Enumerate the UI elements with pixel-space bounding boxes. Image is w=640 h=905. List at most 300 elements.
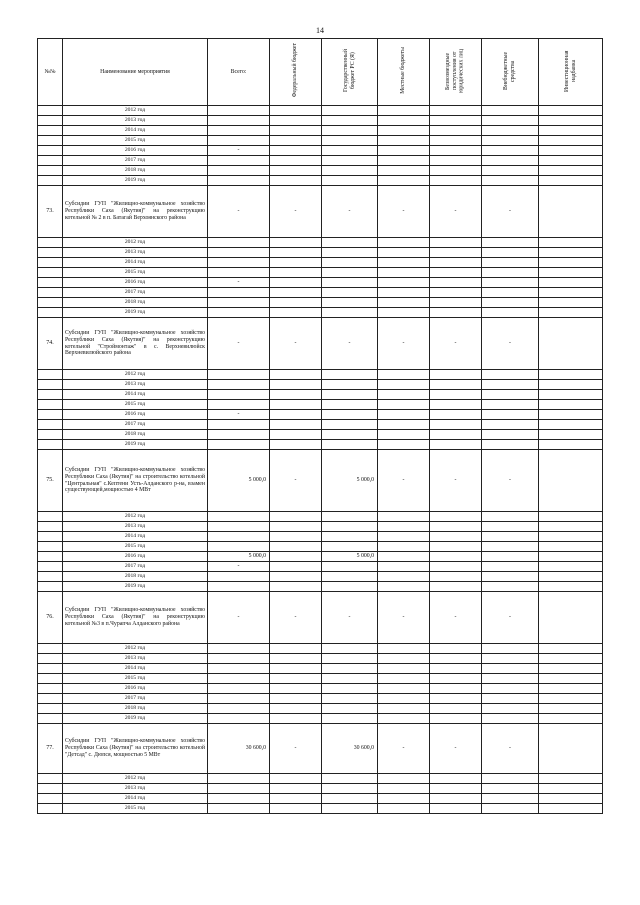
year-legal <box>430 804 482 814</box>
year-federal <box>270 166 322 176</box>
year-legal <box>430 156 482 166</box>
year-num-cell <box>38 410 63 420</box>
year-num-cell <box>38 654 63 664</box>
year-local <box>378 400 430 410</box>
year-total <box>208 106 270 116</box>
year-legal <box>430 582 482 592</box>
year-local <box>378 440 430 450</box>
year-federal <box>270 258 322 268</box>
year-num-cell <box>38 116 63 126</box>
year-extra <box>482 410 539 420</box>
year-num-cell <box>38 288 63 298</box>
year-total: - <box>208 146 270 156</box>
year-row <box>38 146 603 156</box>
year-state: 5 000,0 <box>322 552 378 562</box>
measure-extra: - <box>482 450 539 512</box>
year-federal <box>270 552 322 562</box>
year-extra <box>482 370 539 380</box>
measure-row <box>38 450 603 512</box>
year-extra <box>482 572 539 582</box>
year-num-cell <box>38 532 63 542</box>
year-num-cell <box>38 166 63 176</box>
year-local <box>378 774 430 784</box>
year-extra <box>482 794 539 804</box>
year-invest <box>539 430 603 440</box>
year-label: 2018 год <box>63 704 208 714</box>
measure-name: Субсидии ГУП "Жилищно-коммунальное хозяйство Республики Саха (Якутия)" на строительство котельной "Детсад" с. Дюпся, мощностью 5 МВт <box>63 724 208 774</box>
measure-number: 73. <box>38 186 63 238</box>
year-label: 2019 год <box>63 176 208 186</box>
year-legal <box>430 258 482 268</box>
year-label: 2018 год <box>63 572 208 582</box>
year-row <box>38 268 603 278</box>
year-label: 2019 год <box>63 714 208 724</box>
year-num-cell <box>38 400 63 410</box>
year-local <box>378 542 430 552</box>
year-federal <box>270 562 322 572</box>
year-legal <box>430 268 482 278</box>
year-federal <box>270 390 322 400</box>
year-federal <box>270 308 322 318</box>
year-state <box>322 572 378 582</box>
year-num-cell <box>38 268 63 278</box>
year-legal <box>430 532 482 542</box>
year-local <box>378 308 430 318</box>
year-num-cell <box>38 238 63 248</box>
year-local <box>378 390 430 400</box>
year-extra <box>482 238 539 248</box>
year-local <box>378 562 430 572</box>
year-state <box>322 238 378 248</box>
year-state <box>322 430 378 440</box>
measure-number: 74. <box>38 318 63 370</box>
year-state <box>322 684 378 694</box>
year-federal <box>270 410 322 420</box>
year-federal <box>270 532 322 542</box>
year-label: 2013 год <box>63 654 208 664</box>
year-legal <box>430 126 482 136</box>
year-invest <box>539 674 603 684</box>
year-label: 2018 год <box>63 298 208 308</box>
year-total <box>208 370 270 380</box>
header-invest-cell <box>539 39 603 106</box>
year-row <box>38 714 603 724</box>
year-invest <box>539 522 603 532</box>
year-label: 2012 год <box>63 238 208 248</box>
year-federal <box>270 106 322 116</box>
measure-local: - <box>378 186 430 238</box>
year-local <box>378 674 430 684</box>
year-legal <box>430 298 482 308</box>
measure-legal: - <box>430 592 482 644</box>
year-row <box>38 552 603 562</box>
year-extra <box>482 804 539 814</box>
year-label: 2019 год <box>63 440 208 450</box>
year-state <box>322 542 378 552</box>
year-total <box>208 804 270 814</box>
year-local <box>378 794 430 804</box>
year-local <box>378 654 430 664</box>
year-extra <box>482 116 539 126</box>
measure-invest <box>539 724 603 774</box>
year-legal <box>430 542 482 552</box>
year-invest <box>539 298 603 308</box>
year-local <box>378 380 430 390</box>
year-extra <box>482 774 539 784</box>
measure-federal: - <box>270 318 322 370</box>
year-num-cell <box>38 176 63 186</box>
year-row <box>38 410 603 420</box>
year-federal <box>270 784 322 794</box>
year-row <box>38 370 603 380</box>
year-num-cell <box>38 694 63 704</box>
year-legal <box>430 410 482 420</box>
year-total: 5 000,0 <box>208 552 270 562</box>
year-local <box>378 176 430 186</box>
year-invest <box>539 804 603 814</box>
year-label: 2013 год <box>63 380 208 390</box>
header-total: Всего: <box>208 39 270 106</box>
year-invest <box>539 268 603 278</box>
year-row <box>38 582 603 592</box>
year-invest <box>539 308 603 318</box>
year-total <box>208 582 270 592</box>
year-extra <box>482 694 539 704</box>
year-state <box>322 674 378 684</box>
year-legal <box>430 116 482 126</box>
year-local <box>378 258 430 268</box>
measure-invest <box>539 318 603 370</box>
year-state <box>322 390 378 400</box>
year-row <box>38 542 603 552</box>
year-num-cell <box>38 126 63 136</box>
year-label: 2015 год <box>63 674 208 684</box>
year-local <box>378 146 430 156</box>
year-row <box>38 704 603 714</box>
year-state <box>322 644 378 654</box>
year-total: - <box>208 410 270 420</box>
year-num-cell <box>38 146 63 156</box>
year-num-cell <box>38 278 63 288</box>
header-name: Наименование мероприятия <box>63 39 208 106</box>
year-row <box>38 440 603 450</box>
year-total <box>208 248 270 258</box>
year-total <box>208 268 270 278</box>
year-total <box>208 774 270 784</box>
year-row <box>38 532 603 542</box>
year-legal <box>430 704 482 714</box>
year-federal <box>270 278 322 288</box>
measure-federal: - <box>270 186 322 238</box>
year-federal <box>270 674 322 684</box>
year-num-cell <box>38 804 63 814</box>
year-invest <box>539 784 603 794</box>
measure-legal: - <box>430 724 482 774</box>
measure-extra: - <box>482 724 539 774</box>
year-num-cell <box>38 562 63 572</box>
year-legal <box>430 146 482 156</box>
year-local <box>378 268 430 278</box>
year-extra <box>482 106 539 116</box>
year-num-cell <box>38 390 63 400</box>
year-state <box>322 694 378 704</box>
year-total <box>208 664 270 674</box>
year-legal <box>430 136 482 146</box>
year-state <box>322 268 378 278</box>
year-label: 2017 год <box>63 288 208 298</box>
year-invest <box>539 166 603 176</box>
measure-legal: - <box>430 186 482 238</box>
year-label: 2013 год <box>63 522 208 532</box>
year-num-cell <box>38 156 63 166</box>
header-extra-cell <box>482 39 539 106</box>
measure-state: 30 600,0 <box>322 724 378 774</box>
year-federal <box>270 512 322 522</box>
year-federal <box>270 704 322 714</box>
year-num-cell <box>38 684 63 694</box>
year-extra <box>482 542 539 552</box>
year-invest <box>539 136 603 146</box>
year-row <box>38 572 603 582</box>
measure-invest <box>539 186 603 238</box>
year-num-cell <box>38 522 63 532</box>
year-federal <box>270 298 322 308</box>
year-federal <box>270 684 322 694</box>
year-state <box>322 116 378 126</box>
year-federal <box>270 136 322 146</box>
year-extra <box>482 684 539 694</box>
year-federal <box>270 430 322 440</box>
measure-federal: - <box>270 592 322 644</box>
measure-total: - <box>208 318 270 370</box>
year-federal <box>270 146 322 156</box>
year-local <box>378 532 430 542</box>
year-total <box>208 714 270 724</box>
year-federal <box>270 582 322 592</box>
year-invest <box>539 176 603 186</box>
year-num-cell <box>38 420 63 430</box>
year-total <box>208 572 270 582</box>
year-label: 2014 год <box>63 532 208 542</box>
year-local <box>378 582 430 592</box>
measure-row <box>38 318 603 370</box>
year-row <box>38 664 603 674</box>
year-invest <box>539 116 603 126</box>
year-extra <box>482 582 539 592</box>
year-num-cell <box>38 714 63 724</box>
year-local <box>378 804 430 814</box>
year-num-cell <box>38 106 63 116</box>
year-legal <box>430 420 482 430</box>
year-invest <box>539 390 603 400</box>
year-label: 2017 год <box>63 420 208 430</box>
year-extra <box>482 522 539 532</box>
year-num-cell <box>38 298 63 308</box>
measure-local: - <box>378 450 430 512</box>
year-label: 2015 год <box>63 400 208 410</box>
year-local <box>378 410 430 420</box>
year-row <box>38 784 603 794</box>
year-local <box>378 552 430 562</box>
year-label: 2015 год <box>63 268 208 278</box>
measure-name: Субсидии ГУП "Жилищно-коммунальное хозяйство Республики Саха (Якутия)" на реконструкцию котельной "Строймонтаж" в с. Верхневилюйск Верхневилюйского района <box>63 318 208 370</box>
year-state <box>322 704 378 714</box>
measure-row <box>38 186 603 238</box>
year-label: 2014 год <box>63 794 208 804</box>
year-extra <box>482 644 539 654</box>
year-extra <box>482 512 539 522</box>
year-state <box>322 664 378 674</box>
year-state <box>322 410 378 420</box>
year-federal <box>270 664 322 674</box>
year-legal <box>430 794 482 804</box>
year-num-cell <box>38 248 63 258</box>
header-local-cell <box>378 39 430 106</box>
year-federal <box>270 794 322 804</box>
year-local <box>378 664 430 674</box>
year-row <box>38 380 603 390</box>
year-extra <box>482 136 539 146</box>
year-state <box>322 258 378 268</box>
year-total <box>208 136 270 146</box>
year-row <box>38 420 603 430</box>
year-row <box>38 794 603 804</box>
year-legal <box>430 664 482 674</box>
measure-name: Субсидии ГУП "Жилищно-коммунальное хозяйство Республики Саха (Якутия)" на строительство котельной "Центральная" с.Кептени Усть-Алданского р-на, взамен существующей,мощностью 4 МВт <box>63 450 208 512</box>
year-local <box>378 522 430 532</box>
year-num-cell <box>38 370 63 380</box>
year-row <box>38 654 603 664</box>
year-extra <box>482 674 539 684</box>
year-legal <box>430 774 482 784</box>
year-total <box>208 644 270 654</box>
year-invest <box>539 512 603 522</box>
year-invest <box>539 420 603 430</box>
year-extra <box>482 430 539 440</box>
year-invest <box>539 644 603 654</box>
measure-state: - <box>322 318 378 370</box>
year-row <box>38 156 603 166</box>
year-extra <box>482 562 539 572</box>
year-legal <box>430 572 482 582</box>
year-num-cell <box>38 380 63 390</box>
year-state <box>322 532 378 542</box>
year-invest <box>539 562 603 572</box>
year-federal <box>270 176 322 186</box>
measure-total: - <box>208 592 270 644</box>
year-num-cell <box>38 674 63 684</box>
year-legal <box>430 248 482 258</box>
year-extra <box>482 440 539 450</box>
year-state <box>322 400 378 410</box>
year-invest <box>539 704 603 714</box>
year-invest <box>539 258 603 268</box>
year-legal <box>430 176 482 186</box>
header-num: №№ <box>38 39 63 106</box>
year-row <box>38 774 603 784</box>
year-label: 2013 год <box>63 248 208 258</box>
year-federal <box>270 714 322 724</box>
year-state <box>322 714 378 724</box>
year-federal <box>270 774 322 784</box>
year-invest <box>539 552 603 562</box>
year-row <box>38 804 603 814</box>
measure-name: Субсидии ГУП "Жилищно-коммунальное хозяйство Республики Саха (Якутия)" на реконструкцию котельной № 2 в п. Батагай Верхоянского района <box>63 186 208 238</box>
year-state <box>322 146 378 156</box>
year-extra <box>482 714 539 724</box>
year-row <box>38 390 603 400</box>
header-legal-cell <box>430 39 482 106</box>
year-state <box>322 512 378 522</box>
year-legal <box>430 522 482 532</box>
year-total <box>208 238 270 248</box>
year-invest <box>539 440 603 450</box>
year-total <box>208 674 270 684</box>
year-invest <box>539 794 603 804</box>
year-legal <box>430 562 482 572</box>
year-label: 2015 год <box>63 136 208 146</box>
year-legal <box>430 390 482 400</box>
year-federal <box>270 126 322 136</box>
year-federal <box>270 400 322 410</box>
year-label: 2012 год <box>63 106 208 116</box>
year-local <box>378 694 430 704</box>
year-legal <box>430 440 482 450</box>
year-label: 2012 год <box>63 370 208 380</box>
year-legal <box>430 714 482 724</box>
year-total <box>208 440 270 450</box>
year-extra <box>482 298 539 308</box>
year-legal <box>430 684 482 694</box>
year-invest <box>539 572 603 582</box>
year-extra <box>482 532 539 542</box>
year-legal <box>430 238 482 248</box>
year-num-cell <box>38 644 63 654</box>
year-local <box>378 420 430 430</box>
year-num-cell <box>38 512 63 522</box>
header-invest: Инвестиционная надбавка <box>563 49 577 92</box>
measure-state: - <box>322 186 378 238</box>
year-total <box>208 308 270 318</box>
year-row <box>38 116 603 126</box>
year-state <box>322 370 378 380</box>
year-local <box>378 784 430 794</box>
year-row <box>38 176 603 186</box>
year-total <box>208 430 270 440</box>
year-invest <box>539 542 603 552</box>
year-legal <box>430 288 482 298</box>
measure-local: - <box>378 724 430 774</box>
year-federal <box>270 116 322 126</box>
header-legal: Безвозмездные поступления от юридических лиц <box>445 48 465 93</box>
year-num-cell <box>38 552 63 562</box>
year-label: 2014 год <box>63 258 208 268</box>
year-state <box>322 654 378 664</box>
year-state <box>322 562 378 572</box>
year-local <box>378 298 430 308</box>
year-federal <box>270 440 322 450</box>
year-total <box>208 532 270 542</box>
year-num-cell <box>38 430 63 440</box>
year-local <box>378 644 430 654</box>
year-total: - <box>208 562 270 572</box>
measure-name: Субсидии ГУП "Жилищно-коммунальное хозяйство Республики Саха (Якутия)" на реконструкцию котельной №3 в п.Чурапча Алданского района <box>63 592 208 644</box>
year-local <box>378 116 430 126</box>
year-row <box>38 400 603 410</box>
year-total <box>208 126 270 136</box>
year-local <box>378 714 430 724</box>
year-total <box>208 288 270 298</box>
